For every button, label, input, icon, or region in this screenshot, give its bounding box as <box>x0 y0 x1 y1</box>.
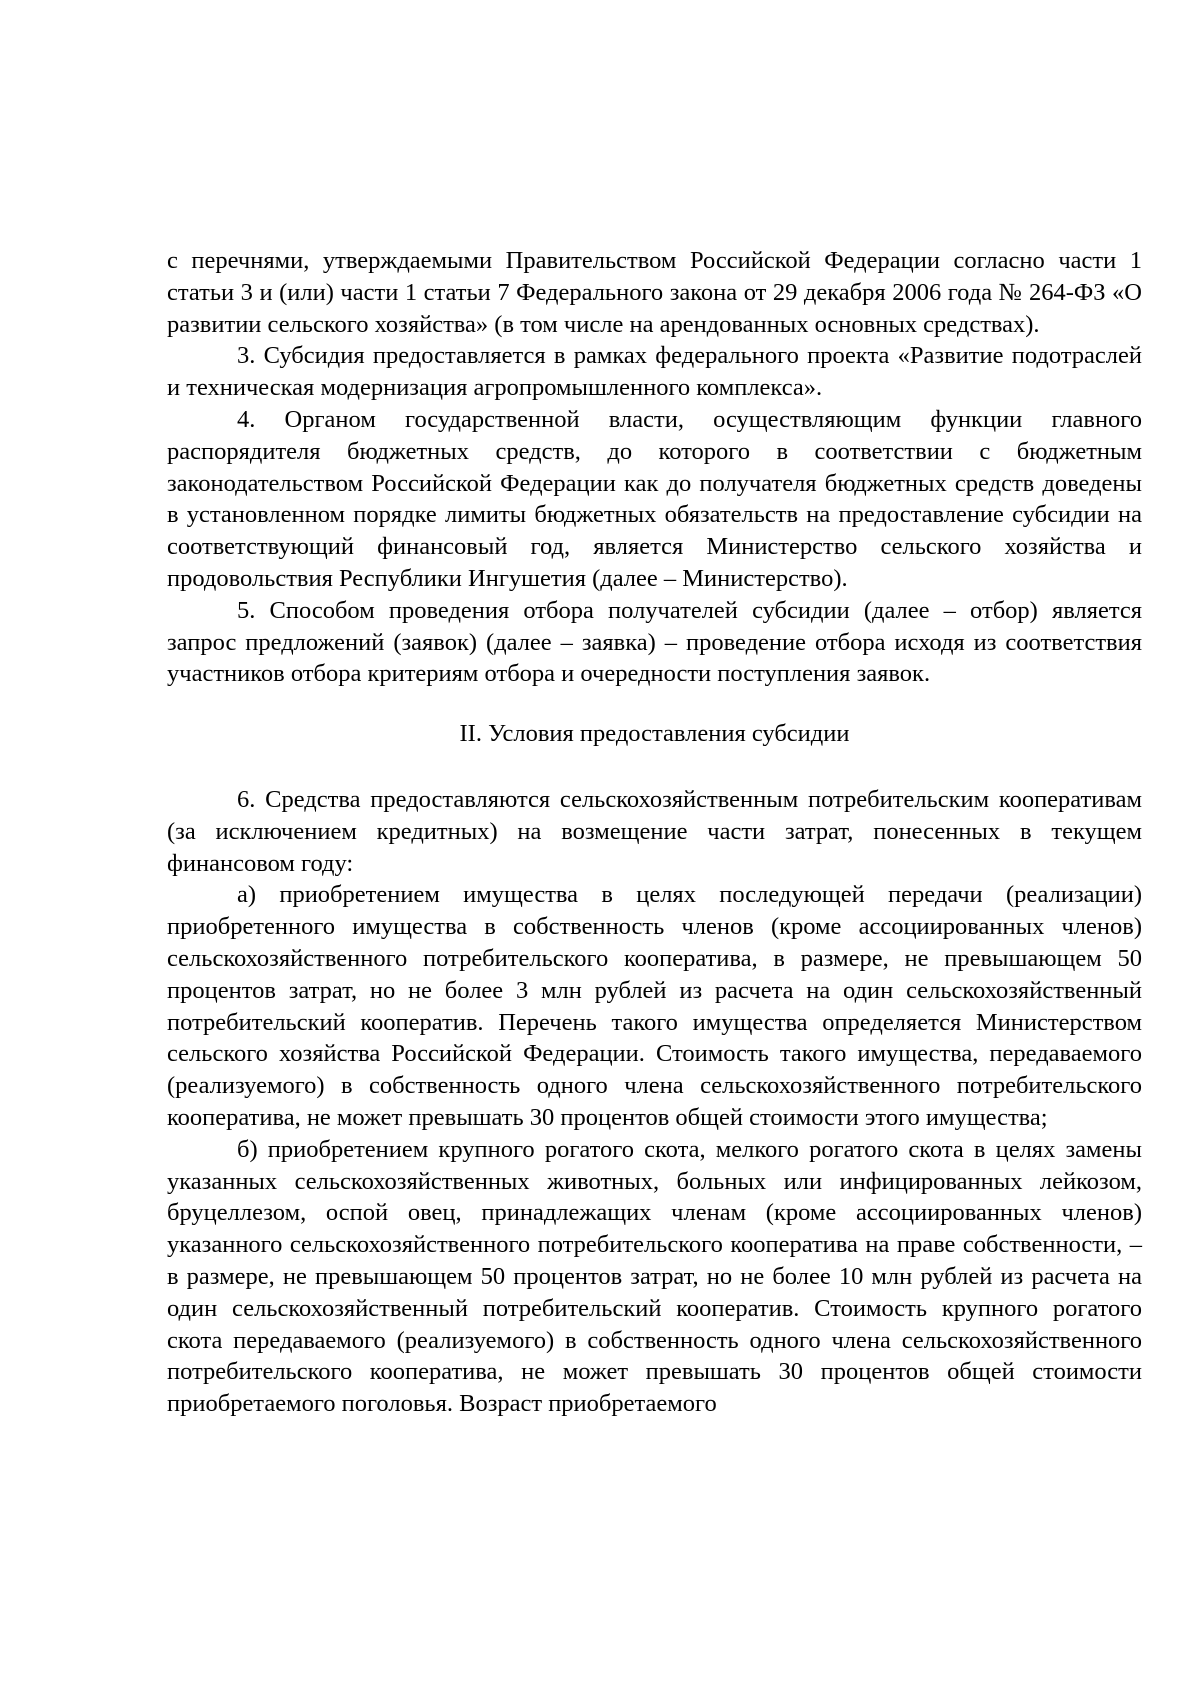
paragraphs-bottom <box>167 784 1142 1420</box>
subparagraph-a: а) приобретением имущества в целях последующей передачи (реализации) приобретенного имущества в собственность членов (кроме ассоциированных членов) сельскохозяйственного потребительского кооператива, в размере, не превышающем 50 процентов затрат, но не более 3 млн рублей из расчета на один сельскохозяйственный потребительский кооператив. Перечень такого имущества определяется Министерством сельского хозяйства Российской Федерации. Стоимость такого имущества, передаваемого (реализуемого) в собственность одного члена сельскохозяйственного потребительского кооператива, не может превышать 30 процентов общей стоимости этого имущества; <box>167 881 1142 1131</box>
subparagraph-b: б) приобретением крупного рогатого скота, мелкого рогатого скота в целях замены указанных сельскохозяйственных животных, больных или инфицированных лейкозом, бруцеллезом, оспой овец, принадлежащих членам (кроме ассоциированных членов) указанного сельскохозяйственного потребительского кооператива на праве собственности, – в размере, не превышающем 50 процентов затрат, но не более 10 млн рублей из расчета на один сельскохозяйственный потребительский кооператив. Стоимость крупного рогатого скота передаваемого (реализуемого) в собственность одного члена сельскохозяйственного потребительского кооператива, не может превышать 30 процентов общей стоимости приобретаемого поголовья. Возраст приобретаемого <box>167 1135 1142 1418</box>
paragraph-6: 6. Средства предоставляются сельскохозяйственным потребительским кооперативам (за исключением кредитных) на возмещение части затрат, понесенных в текущем финансовом году: <box>167 785 1142 877</box>
paragraph-4: 4. Органом государственной власти, осуществляющим функции главного распорядителя бюджетных средств, до которого в соответствии с бюджетным законодательством Российской Федерации как до получателя бюджетных средств доведены в установленном порядке лимиты бюджетных обязательств на предоставление субсидии на соответствующий финансовый год, является Министерство сельского хозяйства и продовольствия Республики Ингушетия (далее – Министерство). <box>167 405 1142 592</box>
paragraph-3: 3. Субсидия предоставляется в рамках федерального проекта «Развитие подотраслей и техническая модернизация агропромышленного комплекса». <box>167 342 1142 402</box>
section-heading: II. Условия предоставления субсидии <box>459 720 850 748</box>
paragraph-continuation: с перечнями, утверждаемыми Правительством Российской Федерации согласно части 1 статьи 3 и (или) части 1 статьи 7 Федерального закона от 29 декабря 2006 года № 264-ФЗ «О развитии сельского хозяйства» (в том числе на арендованных основных средствах). <box>167 247 1142 338</box>
document-page <box>167 245 1142 1420</box>
paragraphs-top <box>167 245 1142 690</box>
paragraph-5: 5. Способом проведения отбора получателей субсидии (далее – отбор) является запрос предложений (заявок) (далее – заявка) – проведение отбора исходя из соответствия участников отбора критериям отбора и очередности поступления заявок. <box>167 596 1142 688</box>
